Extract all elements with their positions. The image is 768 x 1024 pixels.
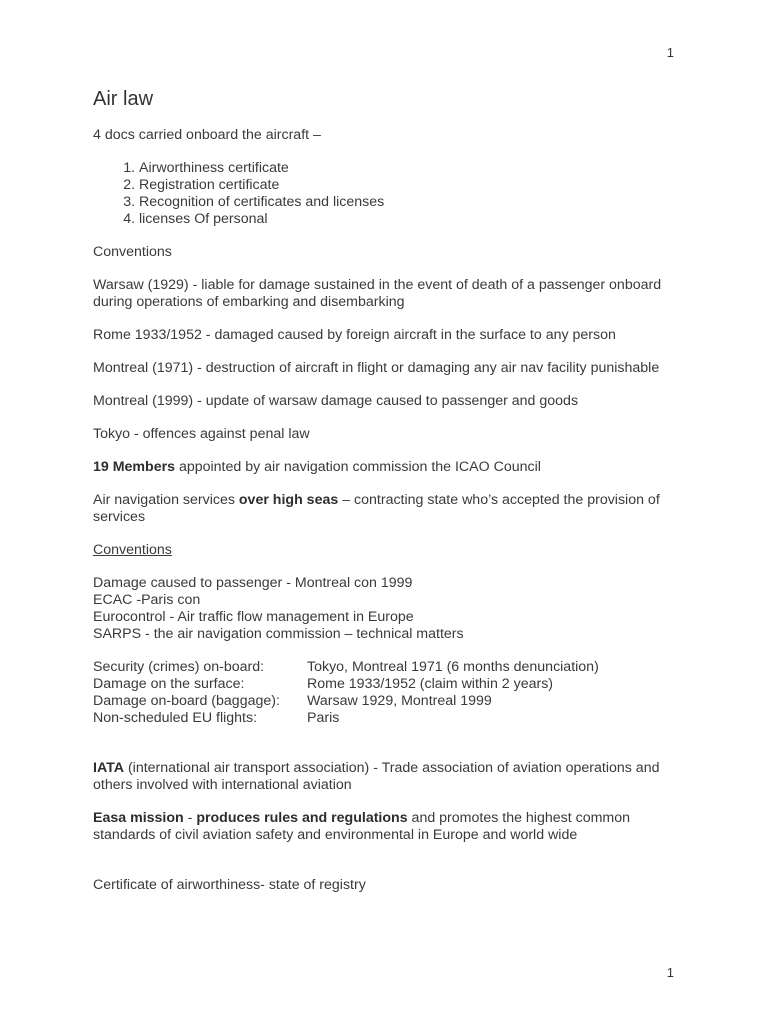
convention-montreal-1971: Montreal (1971) - destruction of aircraft in flight or damaging any air nav facility punishable — [93, 360, 660, 376]
ans-pre: Air navigation services — [93, 492, 239, 508]
table-row — [93, 710, 693, 727]
conventions-heading: Conventions — [93, 244, 172, 260]
easa-bold-1: Easa mission — [93, 810, 184, 826]
easa-bold-2: produces rules and regulations — [196, 810, 408, 826]
table-key: Security (crimes) on-board: — [93, 659, 265, 675]
list-item: 3. Recognition of certificates and licenses — [139, 194, 693, 211]
line-item: Damage caused to passenger - Montreal con 1999 — [93, 575, 413, 591]
table-row — [93, 659, 693, 676]
table-value: Paris — [307, 710, 340, 726]
page-number-bottom: 1 — [666, 965, 674, 980]
table-row — [93, 676, 693, 693]
ans-bold: over high seas — [238, 492, 339, 508]
members-bold: 19 Members — [93, 459, 176, 475]
members-rest: appointed by air navigation commission the ICAO Council — [175, 459, 541, 475]
table-key: Non-scheduled EU flights: — [93, 710, 258, 726]
table-row — [93, 693, 693, 710]
easa-rest: and promotes the highest common standards of civil aviation safety and environmental in Europe and world wide — [93, 810, 631, 843]
certificate-line: Certificate of airworthiness- state of registry — [93, 877, 366, 893]
members-paragraph — [93, 459, 693, 476]
list-item: 1. Airworthiness certificate — [139, 160, 693, 177]
easa-mid: - — [183, 810, 197, 826]
list-item: 2. Registration certificate — [139, 177, 693, 194]
document-body — [93, 86, 693, 910]
intro-text: 4 docs carried onboard the aircraft – — [93, 127, 321, 143]
convention-montreal-1999: Montreal (1999) - update of warsaw damage caused to passenger and goods — [93, 393, 579, 409]
convention-warsaw: Warsaw (1929) - liable for damage sustained in the event of death of a passenger onboard during operations of embarking and disembarking — [93, 277, 662, 310]
list-item: 4. licenses Of personal — [139, 211, 693, 228]
convention-tokyo: Tokyo - offences against penal law — [93, 426, 310, 442]
ans-post: – contracting state who’s accepted the provision of services — [93, 492, 660, 525]
iata-bold: IATA — [93, 760, 124, 776]
line-item: SARPS - the air navigation commission – technical matters — [93, 626, 464, 642]
line-item: Eurocontrol - Air traffic flow management in Europe — [93, 609, 414, 625]
table-value: Warsaw 1929, Montreal 1999 — [307, 693, 492, 709]
convention-rome: Rome 1933/1952 - damaged caused by foreign aircraft in the surface to any person — [93, 327, 616, 343]
damage-lines — [93, 575, 693, 643]
line-item: ECAC -Paris con — [93, 592, 201, 608]
ans-paragraph — [93, 492, 693, 526]
page-number-top: 1 — [666, 45, 674, 60]
conventions-heading-underlined: Conventions — [93, 542, 172, 558]
iata-rest: (international air transport association) - Trade association of aviation operations and others involved with international aviation — [93, 760, 660, 793]
table-key: Damage on-board (baggage): — [93, 693, 280, 709]
table-value: Tokyo, Montreal 1971 (6 months denunciation) — [307, 659, 599, 675]
onboard-docs-list — [93, 160, 693, 228]
convention-table — [93, 659, 693, 727]
easa-paragraph — [93, 810, 693, 844]
iata-paragraph — [93, 760, 693, 794]
table-key: Damage on the surface: — [93, 676, 245, 692]
document-title: Air law — [93, 88, 154, 110]
table-value: Rome 1933/1952 (claim within 2 years) — [307, 676, 554, 692]
